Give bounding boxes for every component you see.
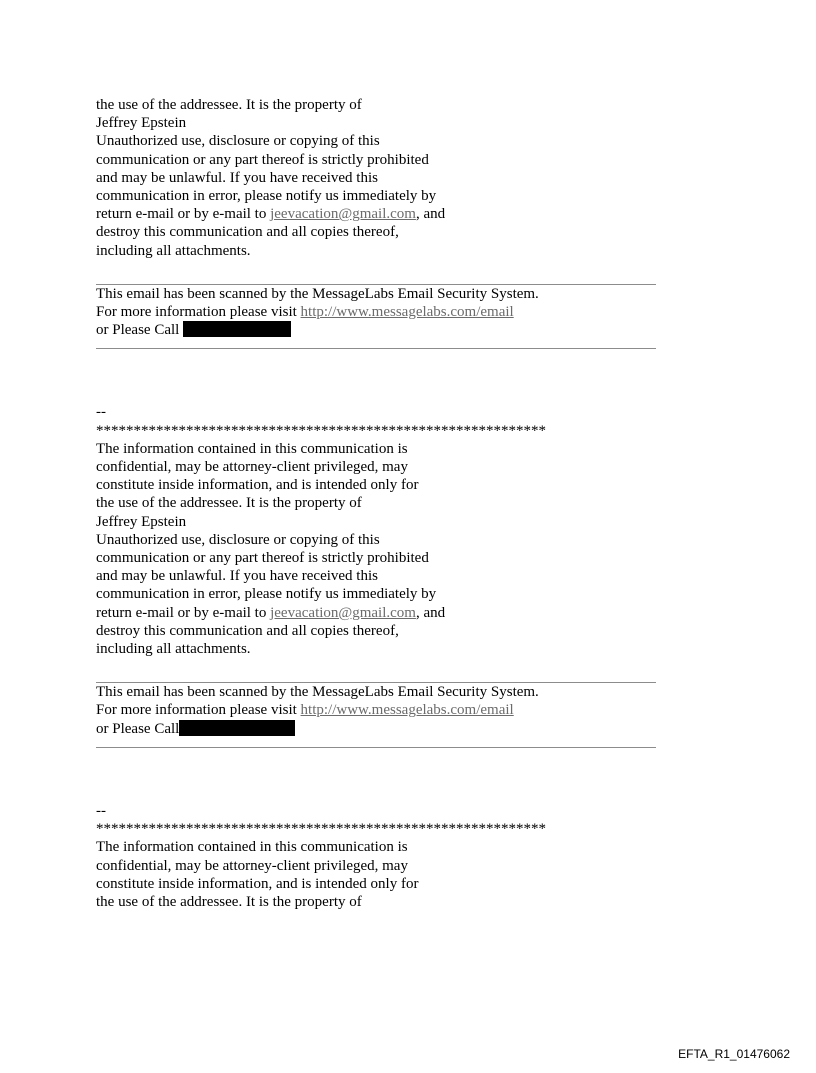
separator-stars: ************************************************************ xyxy=(96,821,546,838)
scan-line xyxy=(96,321,716,339)
disclaimer-line: communication in error, please notify us immediately by xyxy=(96,586,437,603)
document-id: EFTA_R1_01476062 xyxy=(678,1046,790,1061)
redaction-box xyxy=(179,720,295,736)
disclaimer-line: destroy this communication and all copies thereof, xyxy=(96,622,399,639)
disclaimer-line: communication or any part thereof is strictly prohibited xyxy=(96,151,429,168)
email-link[interactable]: jeevacation@gmail.com xyxy=(270,604,416,621)
disclaimer-line: constitute inside information, and is intended only for xyxy=(96,477,419,494)
disclaimer-line: Unauthorized use, disclosure or copying of this xyxy=(96,133,380,150)
email-document xyxy=(96,96,716,911)
scan-line xyxy=(96,701,716,719)
scan-line: This email has been scanned by the MessageLabs Email Security System. xyxy=(96,684,539,701)
scan-line xyxy=(96,303,716,321)
scan-line: This email has been scanned by the MessageLabs Email Security System. xyxy=(96,285,539,302)
messagelabs-link[interactable]: http://www.messagelabs.com/email xyxy=(300,702,514,719)
scan-line xyxy=(96,720,716,738)
redaction-box xyxy=(183,321,291,337)
disclaimer-block-2 xyxy=(96,403,716,658)
disclaimer-line: confidential, may be attorney-client privileged, may xyxy=(96,857,408,874)
call-label: or Please Call xyxy=(96,322,184,339)
disclaimer-block-1 xyxy=(96,96,716,260)
disclaimer-line: Jeffrey Epstein xyxy=(96,513,187,530)
disclaimer-line: Jeffrey Epstein xyxy=(96,115,187,132)
call-label: or Please Call xyxy=(96,720,180,737)
return-prefix: return e-mail or by e-mail to xyxy=(96,604,271,621)
disclaimer-line xyxy=(96,604,716,622)
disclaimer-line: including all attachments. xyxy=(96,242,251,259)
disclaimer-line: communication in error, please notify us immediately by xyxy=(96,188,437,205)
disclaimer-line: the use of the addressee. It is the property of xyxy=(96,97,362,113)
return-suffix: , and xyxy=(415,604,446,621)
scan-prefix: For more information please visit xyxy=(96,702,301,719)
disclaimer-line: The information contained in this communication is xyxy=(96,839,408,856)
separator-dashes: -- xyxy=(96,802,106,819)
disclaimer-line: and may be unlawful. If you have received this xyxy=(96,169,378,186)
disclaimer-line: destroy this communication and all copies thereof, xyxy=(96,224,399,241)
disclaimer-line: the use of the addressee. It is the property of xyxy=(96,495,362,512)
disclaimer-line: constitute inside information, and is intended only for xyxy=(96,875,419,892)
scan-prefix: For more information please visit xyxy=(96,304,301,321)
disclaimer-line: the use of the addressee. It is the property of xyxy=(96,893,362,910)
disclaimer-line: confidential, may be attorney-client privileged, may xyxy=(96,459,408,476)
email-link[interactable]: jeevacation@gmail.com xyxy=(270,206,416,223)
separator-stars: ************************************************************ xyxy=(96,422,546,439)
disclaimer-line: communication or any part thereof is strictly prohibited xyxy=(96,550,429,567)
disclaimer-line: including all attachments. xyxy=(96,641,251,658)
scan-notice-1 xyxy=(96,284,716,350)
disclaimer-block-3 xyxy=(96,802,716,911)
disclaimer-line: Unauthorized use, disclosure or copying of this xyxy=(96,531,380,548)
scan-notice-2 xyxy=(96,682,716,748)
disclaimer-line: The information contained in this communication is xyxy=(96,440,408,457)
return-suffix: , and xyxy=(415,206,446,223)
separator-dashes: -- xyxy=(96,404,106,421)
disclaimer-line: and may be unlawful. If you have received this xyxy=(96,568,378,585)
return-prefix: return e-mail or by e-mail to xyxy=(96,206,271,223)
messagelabs-link[interactable]: http://www.messagelabs.com/email xyxy=(300,304,514,321)
disclaimer-line xyxy=(96,205,716,223)
